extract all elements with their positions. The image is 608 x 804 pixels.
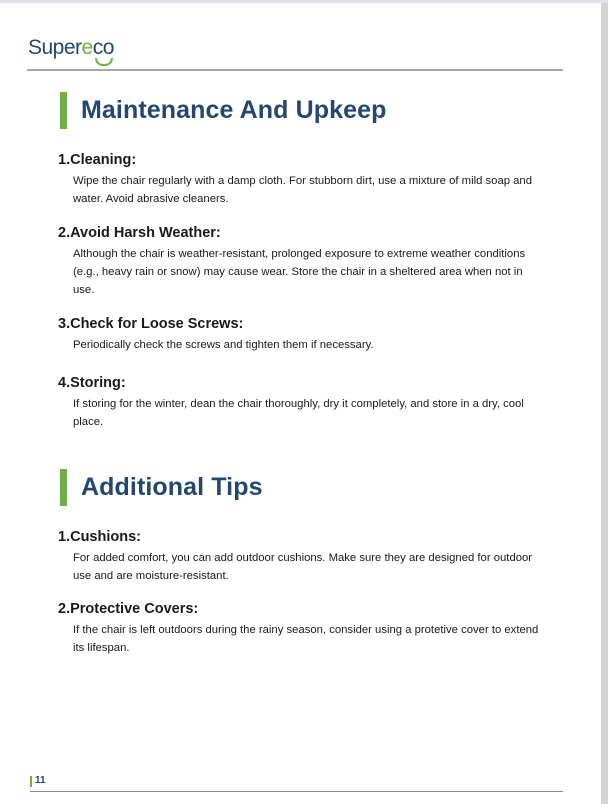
item-heading: 2.Avoid Harsh Weather: <box>58 225 221 241</box>
logo-text-accent: e <box>81 36 93 59</box>
list-item <box>58 375 548 431</box>
section-accent-bar <box>60 469 67 506</box>
section-title-maintenance <box>60 92 387 129</box>
item-heading: 2.Protective Covers: <box>58 601 199 617</box>
item-heading: 1.Cushions: <box>58 529 141 545</box>
item-heading: 4.Storing: <box>58 375 126 391</box>
document-page <box>0 3 601 804</box>
item-body: If the chair is left outdoors during the rainy season, consider using a protetive cover to extend its lifespan. <box>73 624 539 654</box>
item-body: If storing for the winter, dean the chair thoroughly, dry it completely, and store in a dry, cool place. <box>73 398 524 428</box>
section-heading: Maintenance And Upkeep <box>81 96 387 124</box>
item-body: Wipe the chair regularly with a damp cloth. For stubborn dirt, use a mixture of mild soap and water. Avoid abrasive cleaners. <box>73 175 532 205</box>
list-item <box>58 529 548 585</box>
page-number: 11 <box>35 775 46 786</box>
item-body: For added comfort, you can add outdoor cushions. Make sure they are designed for outdoor use and are moisture-resistant. <box>73 552 533 582</box>
brand-logo <box>28 36 114 60</box>
item-body: Although the chair is weather-resistant, prolonged exposure to extreme weather conditions (e.g., heavy rain or snow) may cause wear. Store the chair in a sheltered area when not in use. <box>73 248 526 296</box>
list-item <box>58 225 548 299</box>
section-accent-bar <box>60 92 67 129</box>
logo-text-prefix: Super <box>28 36 82 59</box>
header-divider <box>27 69 563 71</box>
logo-smile-icon <box>95 58 113 66</box>
item-body: Periodically check the screws and tighten them if necessary. <box>73 339 374 351</box>
footer-divider <box>30 791 563 792</box>
item-heading: 1.Cleaning: <box>58 152 137 168</box>
list-item <box>58 316 548 354</box>
list-item <box>58 152 548 208</box>
logo-text-suffix: co <box>92 36 114 59</box>
section-heading: Additional Tips <box>81 473 263 501</box>
footer-accent-bar <box>30 776 32 787</box>
section-title-additional-tips <box>60 469 263 506</box>
list-item <box>58 601 548 657</box>
item-heading: 3.Check for Loose Screws: <box>58 316 244 332</box>
viewer-scrollbar[interactable] <box>601 3 608 804</box>
